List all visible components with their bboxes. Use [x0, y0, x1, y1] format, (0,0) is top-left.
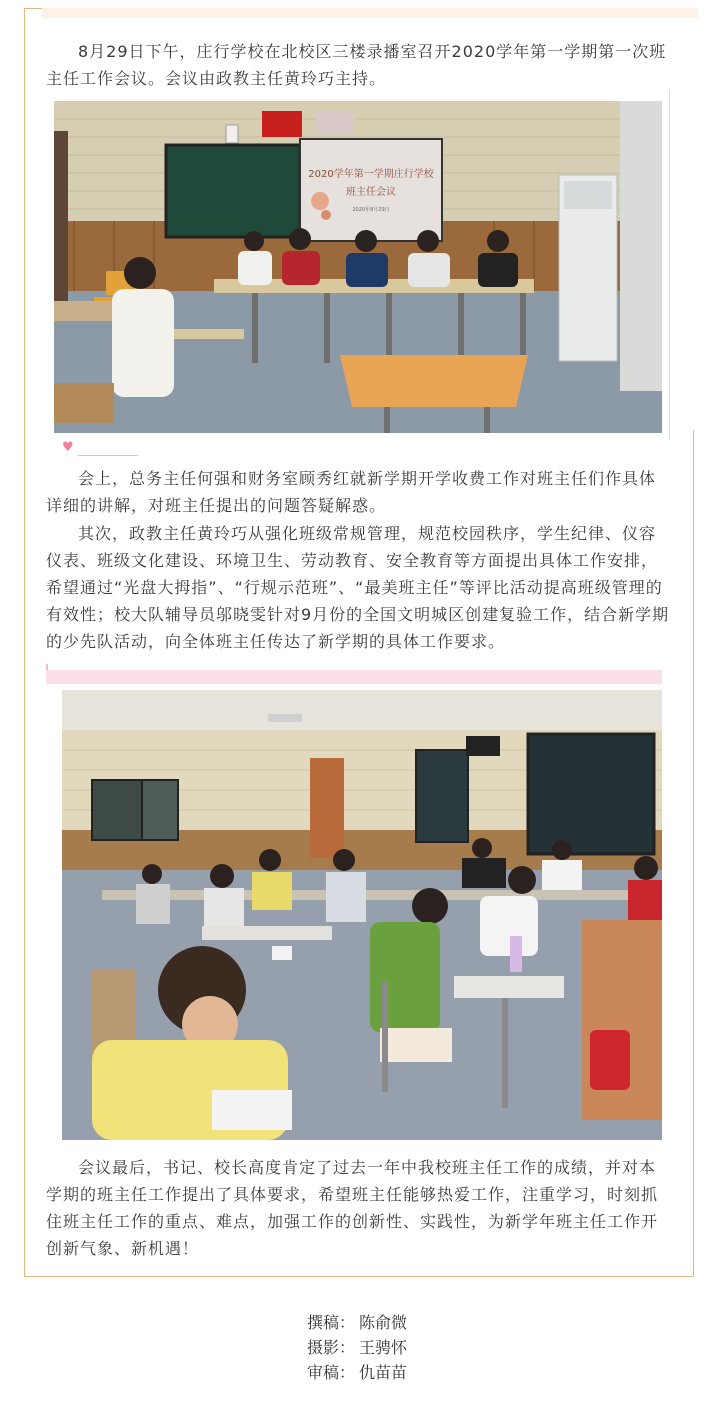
slide-subtitle: 班主任会议	[346, 187, 396, 198]
meeting-photo-teachers-illustration	[62, 690, 662, 1140]
meeting-photo-front-illustration	[54, 101, 662, 433]
credit-photographer-name: 王骋怀	[359, 1338, 408, 1357]
credit-reviewer-name: 仇苗苗	[359, 1363, 408, 1382]
credit-reviewer-label: 审稿：	[306, 1363, 355, 1382]
slide-date: 2020年8月29日	[352, 207, 390, 213]
frame-bottom-border	[24, 1276, 694, 1277]
credit-photographer	[0, 1335, 714, 1360]
top-decor-band	[42, 8, 698, 18]
frame-left-border	[24, 8, 25, 1276]
frame-right-border	[693, 430, 694, 1276]
credit-writer-name: 陈俞微	[359, 1313, 408, 1332]
heart-divider-line	[78, 455, 138, 456]
credit-writer	[0, 1310, 714, 1335]
frame-corner	[24, 8, 43, 19]
credits-block	[0, 1310, 714, 1385]
paragraph-management: 其次，政教主任黄玲巧从强化班级常规管理，规范校园秩序，学生纪律、仪容仪表、班级文化建设、环境卫生、劳动教育、安全教育等方面提出具体工作安排，希望通过“光盘大拇指”、“行规示范班”、“最美班主任”等评比活动提高班级管理的有效性；校大队辅导员邬晓雯针对9月份的全国文明城区创建复验工作，结合新学期的少先队活动，向全体班主任传达了新学期的具体工作要求。	[46, 524, 670, 651]
slide-title: 2020学年第一学期庄行学校	[308, 169, 434, 180]
frame-right-inner-border	[669, 90, 670, 440]
credit-reviewer	[0, 1360, 714, 1385]
paragraph-finance: 会上，总务主任何强和财务室顾秀红就新学期开学收费工作对班主任们作具体详细的讲解，对班主任提出的问题答疑解惑。	[46, 469, 657, 515]
paragraph-conclusion: 会议最后，书记、校长高度肯定了过去一年中我校班主任工作的成绩，并对本学期的班主任工作提出了具体要求，希望班主任能够热爱工作，注重学习，时刻抓住班主任工作的重点、难点，加强工作的创新性、实践性，为新学年班主任工作开创新气象、新机遇！	[46, 1158, 659, 1258]
meeting-photo-teachers	[62, 690, 662, 1140]
pink-divider-band	[46, 670, 662, 684]
paragraph-intro: 8月29日下午，庄行学校在北校区三楼录播室召开2020学年第一学期第一次班主任工作会议。会议由政教主任黄玲巧主持。	[46, 42, 667, 88]
heart-icon: ♥	[62, 440, 74, 455]
credit-photographer-label: 摄影：	[306, 1338, 355, 1357]
credit-writer-label: 撰稿：	[306, 1313, 355, 1332]
meeting-photo-front	[54, 101, 662, 433]
